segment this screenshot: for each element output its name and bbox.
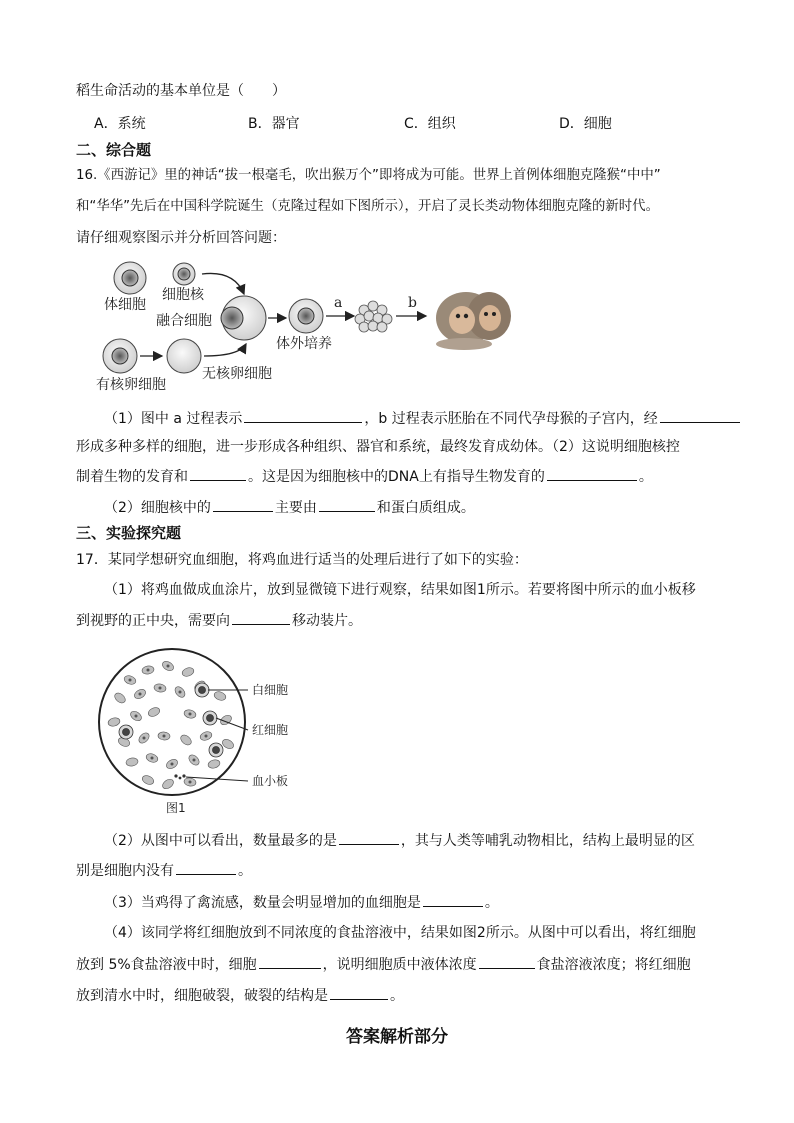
q15-stem: 稻生命活动的基本单位是（ ） [76, 83, 286, 99]
section-title: 二、综合题 [76, 141, 152, 159]
answer-blank[interactable] [479, 954, 535, 969]
answer-blank[interactable] [176, 860, 236, 875]
nucleus-icon [173, 263, 195, 285]
answer-blank[interactable] [244, 408, 362, 423]
q17-p2-line-2: 别是细胞内没有 。 [76, 860, 252, 881]
q16-p2-line: （2）细胞核中的 主要由 和蛋白质组成。 [104, 497, 475, 518]
label-egg-without-nucleus: 无核卵细胞 [202, 366, 272, 382]
q17-p4-line-1: （4）该同学将红细胞放到不同浓度的食盐溶液中，结果如图2所示。从图中可以看出，将红细胞 [104, 925, 696, 941]
cloning-diagram [94, 256, 524, 396]
egg-without-nucleus-icon [167, 339, 201, 373]
q17-p3-line: （3）当鸡得了禽流感，数量会明显增加的血细胞是 。 [104, 892, 499, 913]
fused-cell-icon [221, 296, 266, 340]
q15-option-a: A．系统 [94, 116, 146, 132]
label-red-blood-cell: 红细胞 [252, 723, 289, 737]
answer-blank[interactable] [423, 892, 483, 907]
q15-option-c: C．组织 [404, 116, 456, 132]
answer-blank[interactable] [259, 954, 321, 969]
egg-with-nucleus-icon [103, 339, 137, 373]
cultured-cell-icon [289, 299, 323, 333]
label-nucleus: 细胞核 [162, 287, 204, 303]
answer-blank[interactable] [319, 497, 375, 512]
answer-blank[interactable] [232, 610, 290, 625]
answer-section-title: 答案解析部分 [346, 1027, 448, 1047]
label-body-cell: 体细胞 [104, 297, 146, 313]
q15-option-b: B．器官 [248, 116, 300, 132]
answer-blank[interactable] [339, 830, 399, 845]
q16-p1-line-1: （1）图中 a 过程表示 ，b 过程表示胚胎在不同代孕母猴的子宫内，经 [104, 408, 742, 429]
q17-p2-line-1: （2）从图中可以看出，数量最多的是 ，其与人类等哺乳动物相比，结构上最明显的区 [104, 830, 695, 851]
q16-line-3: 请仔细观察图示并分析回答问题： [76, 230, 286, 246]
q17-p1-line-2: 到视野的正中央，需要向 移动装片。 [76, 610, 362, 631]
answer-blank[interactable] [213, 497, 273, 512]
q16-p1-line-3: 制着生物的发育和 。这是因为细胞核中的DNA上有指导生物发育的 。 [76, 466, 653, 487]
q17-intro: 17．某同学想研究血细胞，将鸡血进行适当的处理后进行了如下的实验： [76, 552, 528, 568]
answer-blank[interactable] [190, 466, 246, 481]
q15-option-d: D．细胞 [559, 116, 612, 132]
q17-p4-line-2: 放到 5%食盐溶液中时，细胞 ，说明细胞质中液体浓度 食盐溶液浓度；将红细胞 [76, 954, 691, 975]
label-fused-cell: 融合细胞 [156, 313, 212, 329]
q16-line-2: 和“华华”先后在中国科学院诞生（克隆过程如下图所示），开启了灵长类动物体细胞克隆的新时代。 [76, 199, 659, 214]
label-b: b [408, 295, 417, 311]
figure-caption: 图1 [166, 801, 186, 815]
label-in-vitro: 体外培养 [276, 336, 332, 352]
section-title: 三、实验探究题 [76, 524, 182, 542]
q17-p1-line-1: （1）将鸡血做成血涂片，放到显微镜下进行观察，结果如图1所示。若要将图中所示的血小板移 [104, 582, 696, 598]
label-egg-with-nucleus: 有核卵细胞 [96, 377, 166, 393]
label-platelet: 血小板 [252, 774, 289, 788]
label-white-blood-cell: 白细胞 [252, 683, 289, 697]
embryo-icon [355, 301, 392, 332]
label-a: a [334, 295, 343, 311]
answer-blank[interactable] [330, 985, 388, 1000]
answer-blank[interactable] [547, 466, 637, 481]
answer-blank[interactable] [660, 408, 740, 423]
cloned-monkeys-icon [436, 292, 511, 350]
microscope-figure [96, 646, 316, 818]
q16-line-1: 16.《西游记》里的神话“拔一根毫毛，吹出猴万个”即将成为可能。世界上首例体细胞克隆猴“中中” [76, 168, 661, 183]
body-cell-icon [114, 262, 146, 294]
q17-p4-line-3: 放到清水中时，细胞破裂，破裂的结构是 。 [76, 985, 404, 1006]
q16-p1-line-2: 形成多种多样的细胞，进一步形成各种组织、器官和系统，最终发育成幼体。（2）这说明细胞核控 [76, 439, 680, 455]
